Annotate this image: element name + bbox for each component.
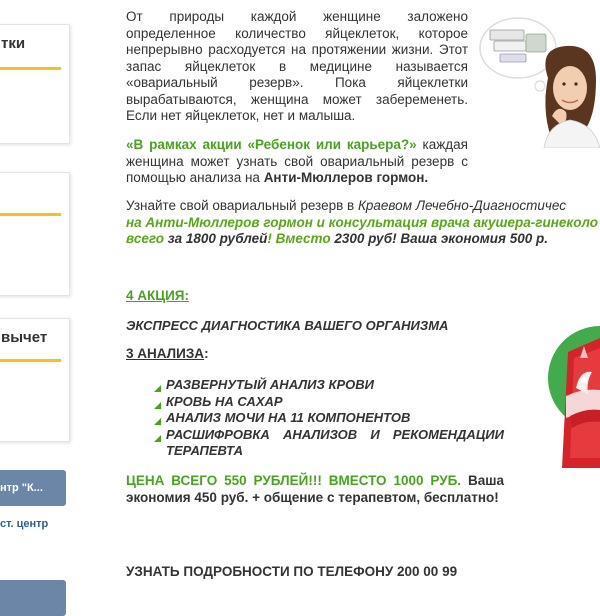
sidebar-button-2[interactable] (0, 580, 66, 616)
list-item: РАЗВЕРНУТЫЙ АНАЛИЗ КРОВИ (152, 377, 504, 394)
list-item: АНАЛИЗ МОЧИ НА 11 КОМПОНЕНТОВ (152, 410, 504, 427)
bullet-triangle-icon (154, 435, 161, 442)
sidebar-box-1 (0, 24, 70, 144)
sidebar-box-3-underline (0, 359, 61, 362)
express-title: ЭКСПРЕСС ДИАГНОСТИКА ВАШЕГО ОРГАНИЗМА (126, 318, 449, 333)
bullet-triangle-icon (154, 402, 161, 409)
sidebar-center-link[interactable]: ст. центр (0, 518, 49, 530)
sidebar-box-2 (0, 172, 70, 296)
promo-paragraph (126, 137, 468, 187)
reserve-offer-text: Узнайте свой овариальный резерв в (126, 198, 358, 213)
gift-decoration-image (530, 318, 600, 478)
bullet-triangle-icon (154, 385, 161, 392)
reserve-offer (126, 198, 600, 248)
intro-paragraph: От природы каждой женщине заложено определенное количество яйцеклеток, которое непрерывно расходуется на протяжении жизни. Этот запас яйцеклеток в медицине называется «овариальный резерв». Пока яйцеклетки вырабатываются, женщина может забеременеть. Если нет яйцеклеток, нет и малыша. (126, 9, 468, 123)
phone-info: УЗНАТЬ ПОДРОБНОСТИ ПО ТЕЛЕФОНУ 200 00 99 (126, 564, 458, 579)
price-word-all: всего (126, 231, 164, 246)
three-analyses-colon: : (204, 346, 209, 361)
promo-hormone: Анти-Мюллеров гормон. (263, 170, 429, 185)
price-paragraph (126, 473, 504, 506)
sidebar-box-1-title[interactable]: тки (1, 35, 26, 52)
woman-thinking-image (478, 8, 600, 148)
price-instead: ! Вместо (267, 231, 331, 246)
promo-text: каждая женщина может узнать свой овариальный резерв с помощью анализа на (126, 137, 468, 185)
three-analyses-title (126, 346, 209, 361)
list-item: РАСШИФРОВКА АНАЛИЗОВ И РЕКОМЕНДАЦИИ ТЕРАПЕВТА (152, 427, 504, 460)
price-highlight: ЦЕНА ВСЕГО 550 РУБЛЕЙ!!! ВМЕСТО 1000 РУБ. (126, 473, 462, 488)
analyses-list (152, 377, 504, 460)
clinic-name[interactable]: Краевом Лечебно-Диагностичес (357, 198, 566, 213)
sidebar-center-button[interactable]: нтр "К... (0, 470, 66, 506)
price-2300: 2300 руб! Ваша экономия 500 р. (330, 231, 548, 246)
three-analyses-label: 3 АНАЛИЗА (126, 346, 205, 361)
sidebar-box-2-underline (0, 213, 61, 216)
reserve-offer-service: на Анти-Мюллеров гормон и консультация врача акушера-гинеколо (126, 214, 598, 230)
action-title: 4 АКЦИЯ: (126, 288, 190, 303)
sidebar-box-1-underline (0, 67, 61, 70)
price-savings: Ваша экономия 450 руб. + общение с терапевтом, бесплатно! (126, 473, 504, 505)
sidebar-box-3-title[interactable]: вычет (1, 329, 48, 346)
price-1800: за 1800 рублей (163, 231, 268, 246)
promo-title: «В рамках акции «Ребенок или карьера?» (126, 137, 417, 152)
list-item: КРОВЬ НА САХАР (152, 394, 504, 411)
bullet-triangle-icon (154, 418, 161, 425)
sidebar-box-3 (0, 318, 70, 442)
